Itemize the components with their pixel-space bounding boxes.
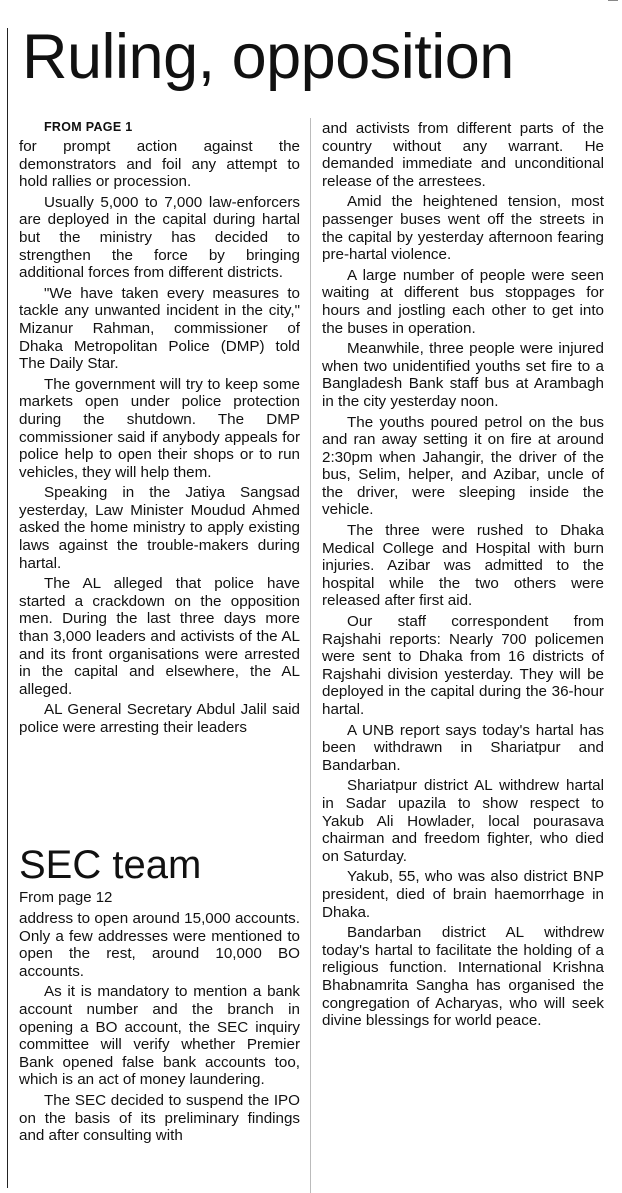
story2-body — [19, 889, 300, 1145]
article-paragraph: Yakub, 55, who was also district BNP president, died of brain haemorrhage in Dhaka. — [322, 868, 604, 921]
article-paragraph: Speaking in the Jatiya Sangsad yesterday, Law Minister Moudud Ahmed asked the home ministry to apply existing laws against the trouble-makers during hartal. — [19, 484, 300, 572]
story1-right-column — [322, 120, 604, 1033]
article-paragraph: and activists from different parts of the country without any warrant. He demanded immediate and unconditional release of the arrestees. — [322, 120, 604, 190]
article-paragraph: Amid the heightened tension, most passenger buses went off the streets in the capital by yesterday afternoon fearing pre-hartal violence. — [322, 193, 604, 264]
article-paragraph: Meanwhile, three people were injured when two unidentified youths set fire to a Bangladesh Bank staff bus at Arambagh in the city yesterday noon. — [322, 340, 604, 410]
article-paragraph: Usually 5,000 to 7,000 law-enforcers are deployed in the capital during hartal but the ministry has decided to strengthen the force by bringing additional forces from different districts. — [19, 193, 300, 282]
story1-left-column — [19, 120, 300, 810]
article-paragraph: address to open around 15,000 accounts. Only a few addresses were mentioned to open the rest, around 10,000 BO accounts. — [19, 910, 300, 980]
left-column-rule — [7, 28, 8, 1188]
article-paragraph: A large number of people were seen waiting at different bus stoppages for hours and jostling each other to get into the buses in operation. — [322, 266, 604, 337]
story2-sec-team — [19, 841, 300, 1148]
corner-crop-mark — [608, 0, 618, 9]
article-paragraph: The AL alleged that police have started a crackdown on the opposition men. During the last three days more than 3,000 leaders and activists of the AL and its front organisations were arrested in the capital and elsewhere, the AL alleged. — [19, 575, 300, 698]
article-paragraph: The government will try to keep some markets open under police protection during the shutdown. The DMP commissioner said if anybody appeals for police help to open their shops or to run vehicles, they will help them. — [19, 375, 300, 481]
article-paragraph: The youths poured petrol on the bus and ran away setting it on fire at around 2:30pm when Jahangir, the driver of the bus, Selim, helper, and Azibar, uncle of the driver, were sleeping inside the vehicle. — [322, 413, 604, 519]
column-divider — [310, 118, 311, 1193]
article-paragraph: Our staff correspondent from Rajshahi reports: Nearly 700 policemen were sent to Dhaka from 16 districts of Rajshahi division yesterday. They will be deployed in the capital during the 36-hour hartal. — [322, 613, 604, 718]
article-paragraph: A UNB report says today's hartal has been withdrawn in Shariatpur and Bandarban. — [322, 721, 604, 774]
article-paragraph: Shariatpur district AL withdrew hartal in Sadar upazila to show respect to Yakub Ali Howlader, local pourasava chairman and freedom fighter, who died on Saturday. — [322, 777, 604, 865]
from-page-jump-label: From page 12 — [19, 889, 113, 906]
article-paragraph: AL General Secretary Abdul Jalil said police were arresting their leaders — [19, 701, 300, 736]
article-paragraph: for prompt action against the demonstrators and foil any attempt to hold rallies or procession. — [19, 138, 300, 191]
article-paragraph: The three were rushed to Dhaka Medical College and Hospital with burn injuries. Azibar was admitted to the hospital while the two others were released after first aid. — [322, 522, 604, 610]
headline-ruling-opposition: Ruling, opposition — [22, 22, 514, 92]
article-paragraph: Bandarban district AL withdrew today's hartal to facilitate the holding of a religious function. International Krishna Bhabnamrita Sangha has organised the congregation of Acharyas, who will seek divine blessings for world peace. — [322, 924, 604, 1030]
article-paragraph: As it is mandatory to mention a bank account number and the branch in opening a BO account, the SEC inquiry committee will verify whether Premier Bank opened false bank accounts too, which is an act of money laundering. — [19, 983, 300, 1089]
from-page-jump-label: FROM PAGE 1 — [44, 120, 133, 134]
article-paragraph: "We have taken every measures to tackle any unwanted incident in the city," Mizanur Rahman, commissioner of Dhaka Metropolitan Police (DMP) told The Daily Star. — [19, 284, 300, 373]
article-paragraph: The SEC decided to suspend the IPO on the basis of its preliminary findings and after consulting with — [19, 1091, 300, 1145]
headline-sec-team: SEC team — [19, 843, 202, 887]
